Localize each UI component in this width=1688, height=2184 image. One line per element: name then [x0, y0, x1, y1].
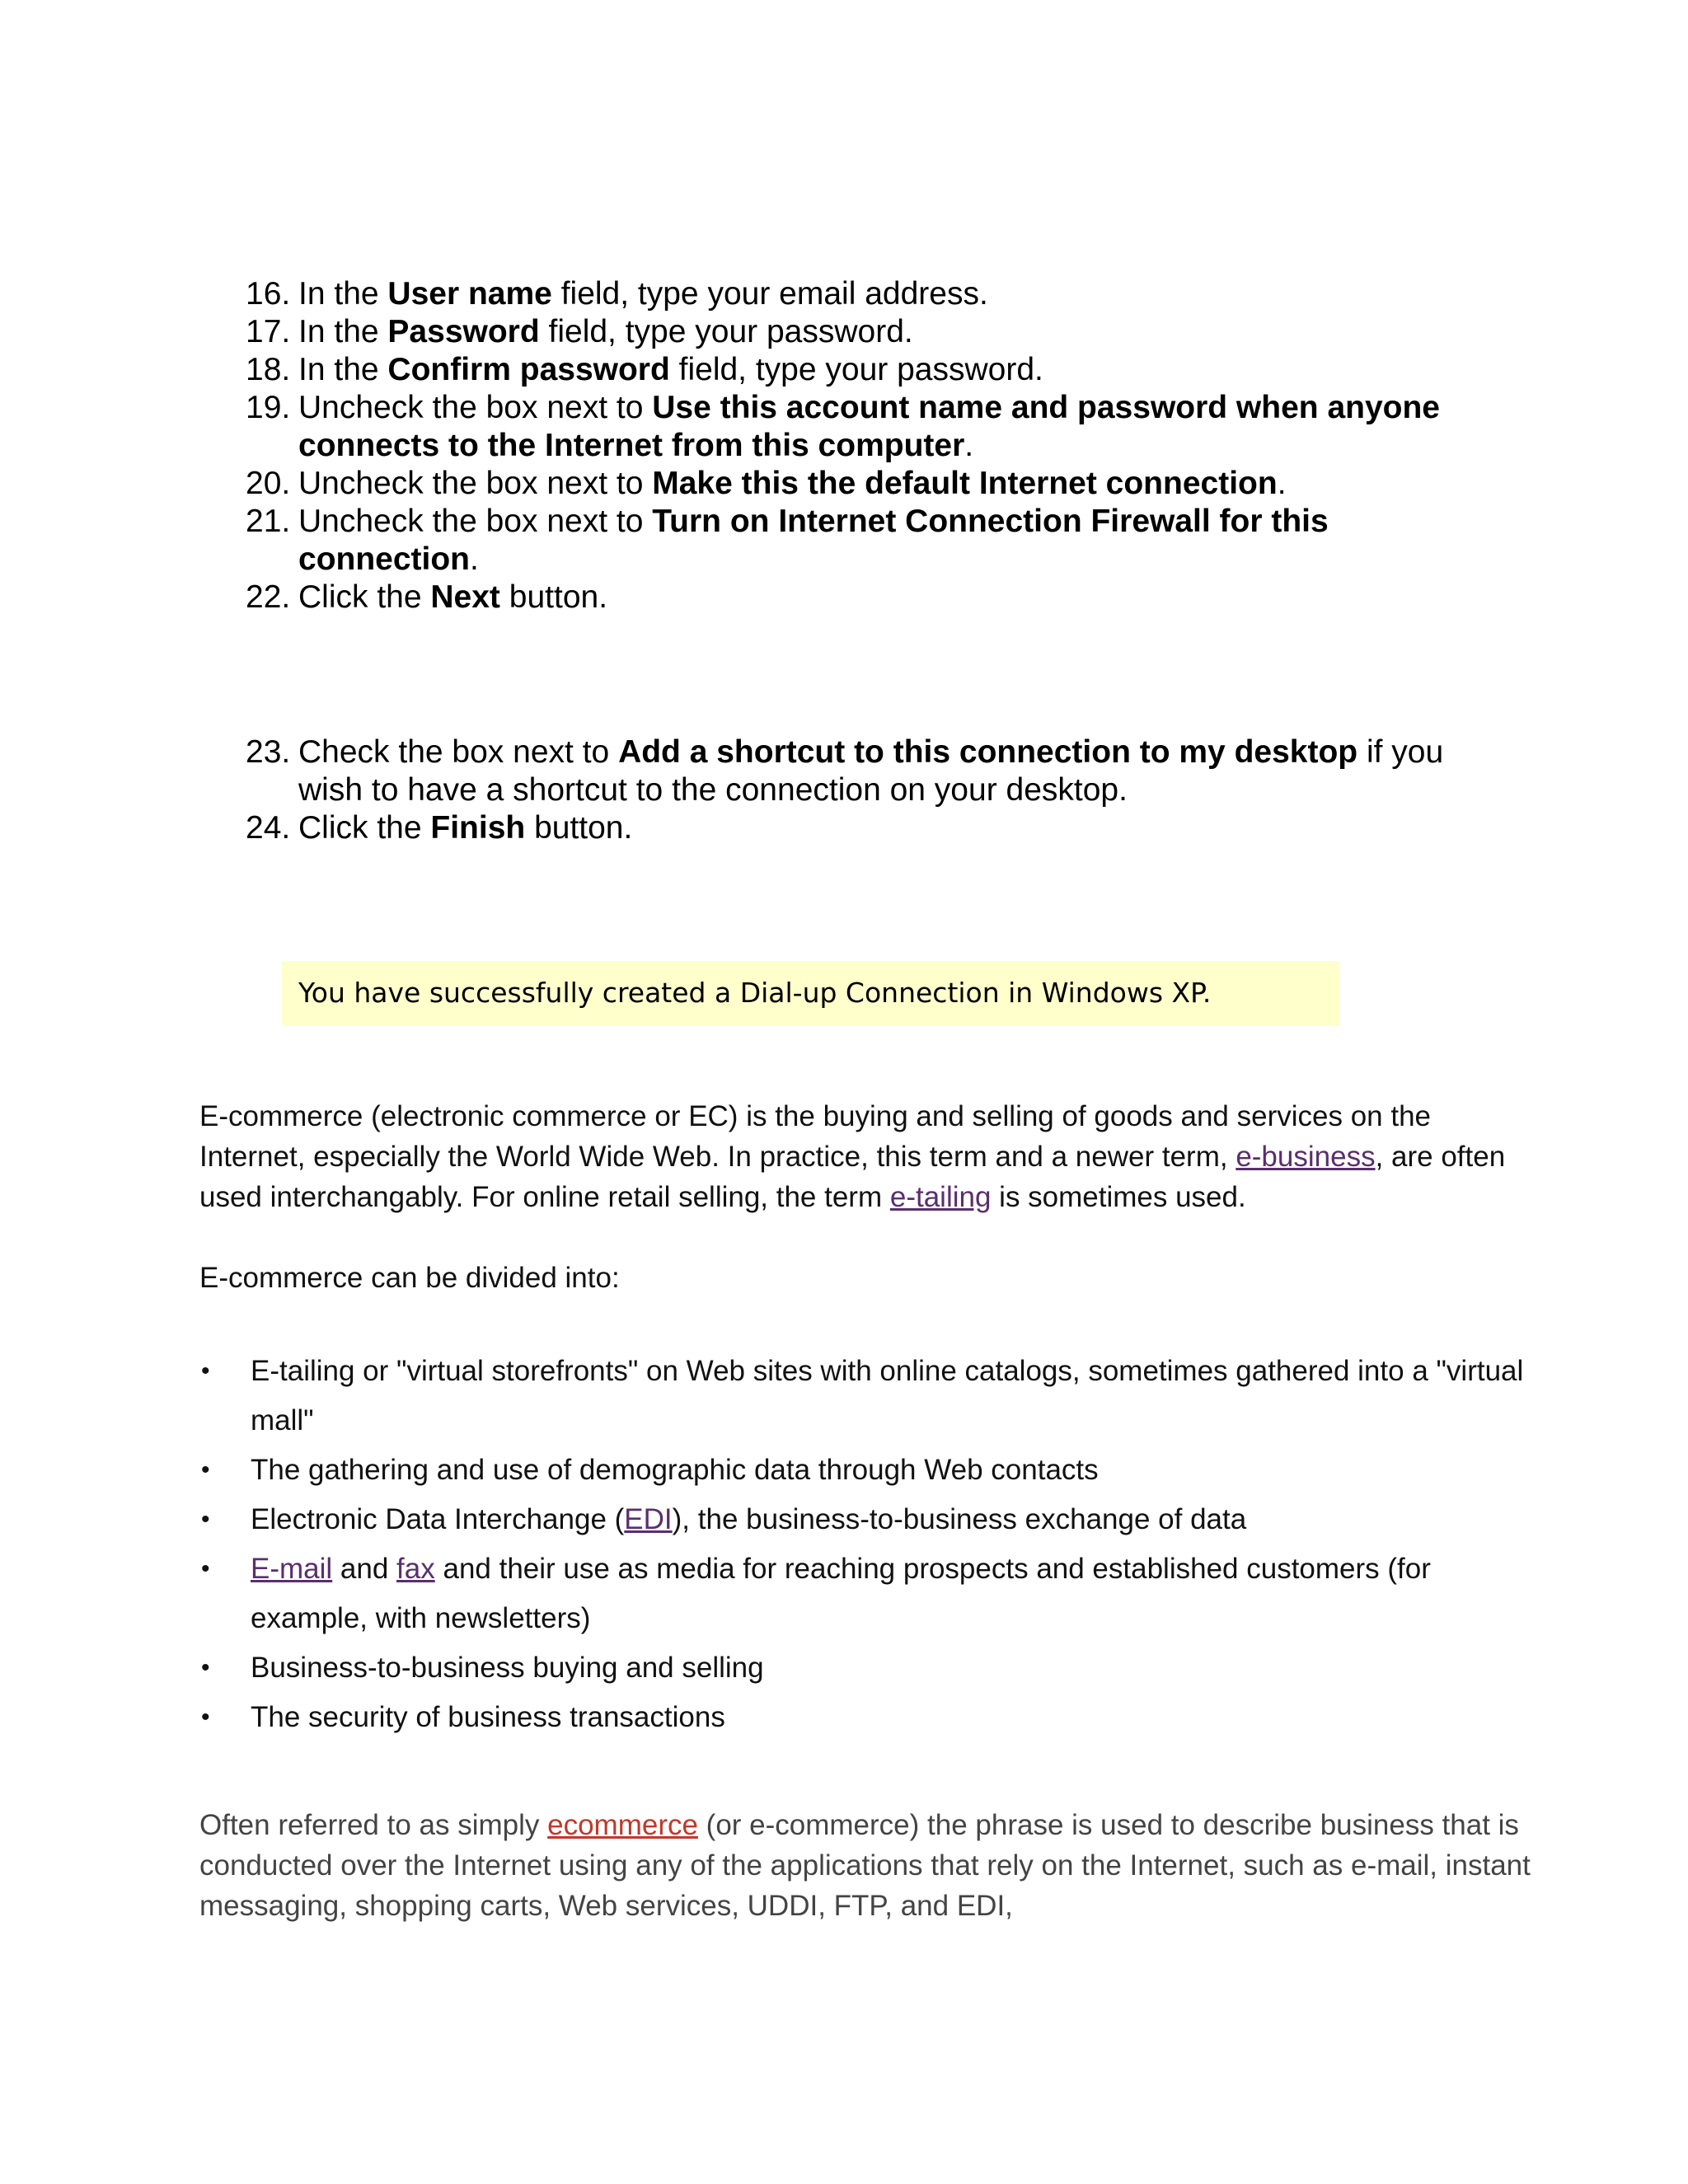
divided-into-heading: E-commerce can be divided into:	[199, 1262, 620, 1294]
step-text: .	[964, 428, 974, 463]
e-business-link[interactable]: e-business	[1236, 1141, 1376, 1173]
step-bold-term: Use this account name and password when anyone connects to the Internet from this computer	[298, 390, 1440, 463]
bullet-icon: •	[201, 1456, 210, 1483]
step-number: 20.	[246, 466, 291, 501]
step-text: Uncheck the box next to	[298, 504, 653, 539]
step-item	[0, 733, 1688, 809]
step-item	[0, 313, 1688, 351]
ecommerce-categories-list	[199, 1347, 1551, 1742]
list-item	[199, 1495, 1551, 1544]
step-bold-term: Next	[430, 579, 500, 615]
edi-link[interactable]: EDI	[624, 1503, 673, 1535]
step-bold-term: User name	[387, 276, 552, 312]
step-bold-term: Finish	[430, 810, 526, 846]
step-text: field, type your password.	[669, 352, 1043, 387]
fax-link[interactable]: fax	[396, 1553, 435, 1585]
step-text: Click the	[298, 579, 431, 615]
step-text: field, type your email address.	[551, 276, 988, 312]
ecommerce-link[interactable]: ecommerce	[547, 1809, 698, 1841]
step-number: 22.	[246, 579, 291, 615]
list-item-text: The gathering and use of demographic data through Web contacts	[251, 1454, 1099, 1486]
paragraph-text: Often referred to as simply	[199, 1809, 548, 1841]
list-item-text: and their use as media for reaching prospects and established customers (for example, with newsletters)	[251, 1553, 1431, 1634]
step-item	[0, 503, 1688, 579]
list-item	[199, 1643, 1551, 1693]
bullet-icon: •	[201, 1506, 210, 1533]
step-text: Uncheck the box next to	[298, 466, 653, 501]
step-item	[0, 465, 1688, 503]
success-note-text: You have successfully created a Dial-up Connection in Windows XP.	[298, 977, 1212, 1009]
step-item	[0, 351, 1688, 389]
step-text: field, type your password.	[539, 314, 913, 349]
list-item-text: E-tailing or "virtual storefronts" on Web sites with online catalogs, sometimes gathered into a "virtual mall"	[251, 1355, 1524, 1436]
step-bold-term: Turn on Internet Connection Firewall for this connection	[298, 504, 1329, 577]
step-text: button.	[525, 810, 633, 846]
list-item	[199, 1446, 1551, 1495]
step-bold-term: Password	[387, 314, 540, 349]
steps-list-part2	[0, 733, 1688, 847]
step-text: In the	[298, 276, 388, 312]
step-number: 23.	[246, 734, 291, 770]
list-item-text: and	[332, 1553, 397, 1585]
bullet-icon: •	[201, 1357, 210, 1385]
step-number: 19.	[246, 390, 291, 425]
bullet-icon: •	[201, 1654, 210, 1681]
step-item	[0, 809, 1688, 847]
step-number: 24.	[246, 810, 291, 846]
step-text: .	[1277, 466, 1287, 501]
paragraph-text: E-commerce (electronic commerce or EC) is the buying and selling of goods and services on the Internet, especially the World Wide Web. In practice, this term and a newer term,	[199, 1100, 1432, 1173]
list-item	[199, 1544, 1551, 1643]
step-text: In the	[298, 352, 388, 387]
step-text: Check the box next to	[298, 734, 619, 770]
ecommerce-usage-paragraph	[199, 1805, 1551, 1926]
bullet-icon: •	[201, 1555, 210, 1582]
step-text: Click the	[298, 810, 431, 846]
paragraph-text: is sometimes used.	[991, 1181, 1246, 1213]
step-number: 17.	[246, 314, 291, 349]
list-item-text: ), the business-to-business exchange of data	[672, 1503, 1247, 1535]
step-item	[0, 275, 1688, 313]
bullet-icon: •	[201, 1704, 210, 1731]
list-item-text: Business-to-business buying and selling	[251, 1652, 764, 1684]
step-bold-term: Add a shortcut to this connection to my desktop	[618, 734, 1358, 770]
step-number: 18.	[246, 352, 291, 387]
step-bold-term: Make this the default Internet connection	[652, 466, 1278, 501]
paragraph-text: (or e-commerce) the phrase is used to describe business that is conducted over the Internet using any of the applications that rely on the Internet, such as e-mail, instant messaging, shopping carts, Web services, UDDI, FTP, and EDI,	[199, 1809, 1531, 1922]
step-text: In the	[298, 314, 388, 349]
list-item	[199, 1693, 1551, 1742]
list-item	[199, 1347, 1551, 1446]
step-bold-term: Confirm password	[387, 352, 670, 387]
step-item	[0, 579, 1688, 616]
e-mail-link[interactable]: E-mail	[251, 1553, 333, 1585]
steps-list-part1	[0, 275, 1688, 616]
success-note-box	[282, 961, 1339, 1025]
step-number: 16.	[246, 276, 291, 312]
ecommerce-definition-paragraph	[199, 1096, 1535, 1217]
list-item-text: Electronic Data Interchange (	[251, 1503, 625, 1535]
step-text: .	[470, 541, 479, 577]
step-number: 21.	[246, 504, 291, 539]
list-item-text: The security of business transactions	[251, 1701, 725, 1733]
step-text: button.	[499, 579, 608, 615]
step-text: Uncheck the box next to	[298, 390, 653, 425]
paragraph-text: , are often used interchangably. For online retail selling, the term	[199, 1141, 1506, 1213]
step-text: if you wish to have a shortcut to the connection on your desktop.	[298, 734, 1444, 808]
e-tailing-link[interactable]: e-tailing	[889, 1181, 992, 1213]
step-item	[0, 389, 1688, 465]
